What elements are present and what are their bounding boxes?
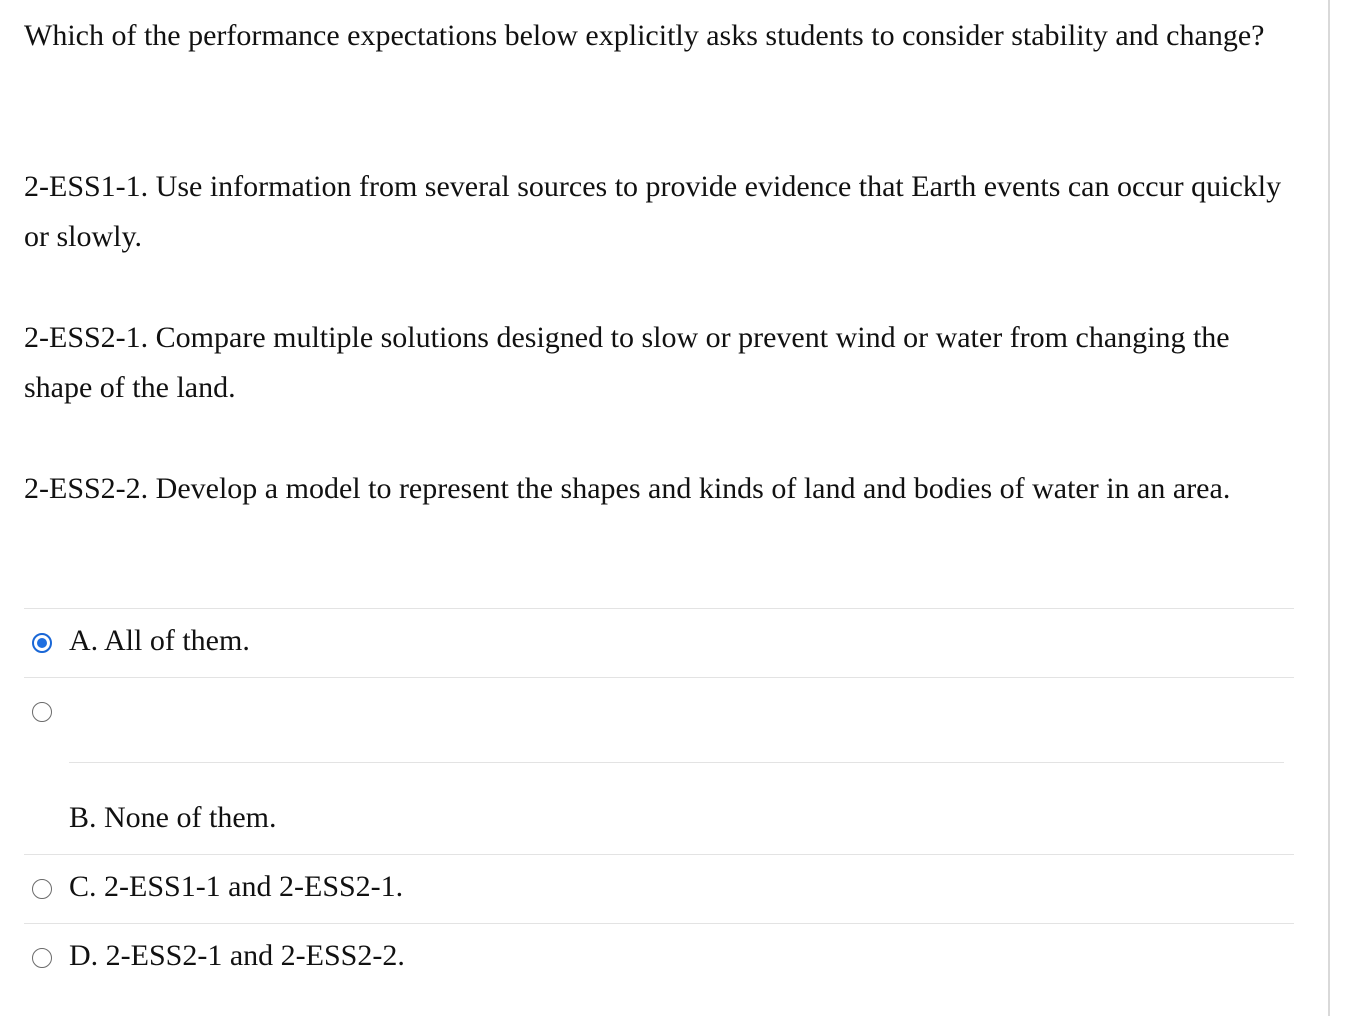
question-text: Which of the performance expectations below explicitly asks students to consider stability and change?: [24, 19, 1265, 52]
performance-expectation-2-ess1-1: 2-ESS1-1. Use information from several sources to provide evidence that Earth events can occur quickly or slowly.: [24, 170, 1282, 253]
answer-option-a[interactable]: [24, 609, 1294, 677]
answer-option-d-label: D. 2-ESS2-1 and 2-ESS2-2.: [69, 939, 405, 972]
answer-option-b-label: B. None of them.: [69, 801, 277, 834]
radio-unselected-icon[interactable]: [32, 702, 52, 722]
performance-expectation-2-ess2-2: 2-ESS2-2. Develop a model to represent the shapes and kinds of land and bodies of water in an area.: [24, 472, 1231, 505]
answer-option-empty[interactable]: [24, 678, 1294, 762]
answer-option-d[interactable]: [24, 924, 1294, 992]
radio-unselected-icon[interactable]: [32, 879, 52, 899]
answer-option-c[interactable]: [24, 855, 1294, 923]
answer-option-a-label: A. All of them.: [69, 624, 250, 657]
inner-divider: [69, 762, 1284, 763]
answer-option-b[interactable]: [24, 790, 1294, 846]
right-panel-border: [1328, 0, 1330, 1016]
radio-selected-icon[interactable]: [32, 633, 52, 653]
performance-expectation-2-ess2-1: 2-ESS2-1. Compare multiple solutions designed to slow or prevent wind or water from changing the shape of the land.: [24, 321, 1230, 404]
answer-option-c-label: C. 2-ESS1-1 and 2-ESS2-1.: [69, 870, 404, 903]
radio-unselected-icon[interactable]: [32, 948, 52, 968]
